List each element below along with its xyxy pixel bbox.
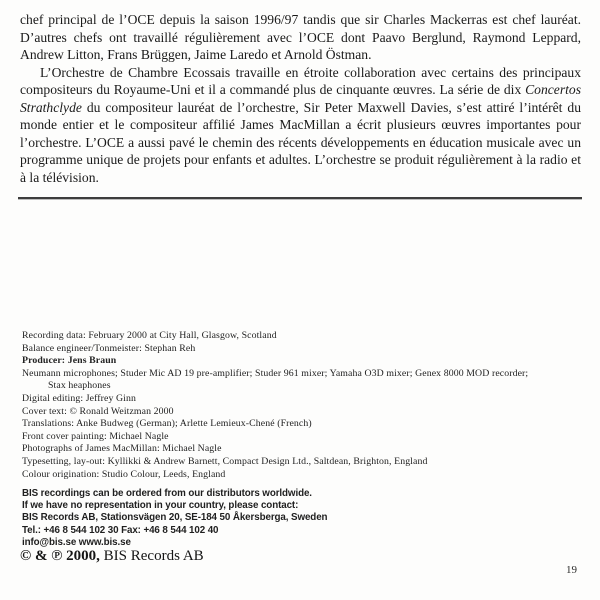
copyright-label: BIS Records AB bbox=[103, 548, 204, 564]
paragraph-2-lead: L’Orchestre de Chambre Ecossais travaille en étroite collaboration avec certains des principaux compositeurs du Royaume-Uni et il a commandé plus de cinquante œuvres. La série de dix bbox=[20, 64, 581, 97]
credit-line-equipment-cont: Stax heaphones bbox=[48, 380, 111, 392]
credit-line-typesetting: Typesetting, lay-out: Kyllikki & Andrew Barnett, Compact Design Ltd., Saltdean, Brighton, England bbox=[22, 455, 428, 467]
distributor-line-contact: If we have no representation in your country, please contact: bbox=[22, 500, 299, 512]
distributor-line-address: BIS Records AB, Stationsvägen 20, SE-184 50 Åkersberga, Sweden bbox=[22, 512, 328, 524]
distributor-line-worldwide: BIS recordings can be ordered from our distributors worldwide. bbox=[22, 488, 312, 499]
credit-line-front-cover: Front cover painting: Michael Nagle bbox=[22, 430, 169, 442]
work-title-italic: Concertos Strathclyde bbox=[20, 82, 581, 115]
credit-line-equipment: Neumann microphones; Studer Mic AD 19 pre-amplifier; Studer 961 mixer; Yamaha O3D mixer; Genex 8000 MOD recorder; bbox=[22, 367, 529, 379]
distributor-block bbox=[22, 488, 327, 549]
page-number: 19 bbox=[566, 564, 577, 576]
credit-line-cover-text: Cover text: © Ronald Weitzman 2000 bbox=[22, 405, 174, 417]
paragraph-2 bbox=[20, 64, 581, 187]
credit-line-producer: Producer: Jens Braun bbox=[22, 355, 117, 367]
paragraph-1: chef principal de l’OCE depuis la saison 1996/97 tandis que sir Charles Mackerras est chef lauréat. D’autres chefs ont travaillé régulièrement avec l’OCE dont Paavo Berglund, Raymond Leppard, Andrew Litton, Frans Brüggen, Jaime Laredo et Arnold Östman. bbox=[20, 12, 581, 62]
credit-line-digital-editing: Digital editing: Jeffrey Ginn bbox=[22, 392, 136, 404]
distributor-line-tel-fax: Tel.: +46 8 544 102 30 Fax: +46 8 544 102 40 bbox=[22, 524, 219, 536]
credit-line-balance-engineer: Balance engineer/Tonmeister: Stephan Reh bbox=[22, 342, 196, 354]
paragraph-2-tail: du compositeur lauréat de l’orchestre, Sir Peter Maxwell Davies, s’est attiré l’intérêt du monde entier et le compositeur affilié James MacMillan a écrit plusieurs œuvres importantes pour l’orchestre. L’OCE a aussi pavé le chemin des récents développements en éducation musicale avec un programme unique de projets pour enfants et adultes. L’orchestre se produit régulièrement à la radio et à la télévision. bbox=[20, 99, 581, 185]
credit-line-translations: Translations: Anke Budweg (German); Arlette Lemieux-Chené (French) bbox=[22, 418, 312, 430]
copyright-symbols-year: © & ℗ 2000, bbox=[20, 548, 100, 564]
credit-line-recording-data: Recording data: February 2000 at City Hall, Glasgow, Scotland bbox=[22, 330, 277, 341]
body-text bbox=[20, 11, 581, 186]
distributor-line-email-web: info@bis.se www.bis.se bbox=[22, 536, 131, 548]
horizontal-rule bbox=[18, 197, 582, 200]
credits-block bbox=[22, 330, 528, 481]
credit-line-photographs: Photographs of James MacMillan: Michael Nagle bbox=[22, 443, 222, 455]
credit-line-colour-origination: Colour origination: Studio Colour, Leeds, England bbox=[22, 468, 226, 480]
copyright-line bbox=[20, 548, 204, 565]
